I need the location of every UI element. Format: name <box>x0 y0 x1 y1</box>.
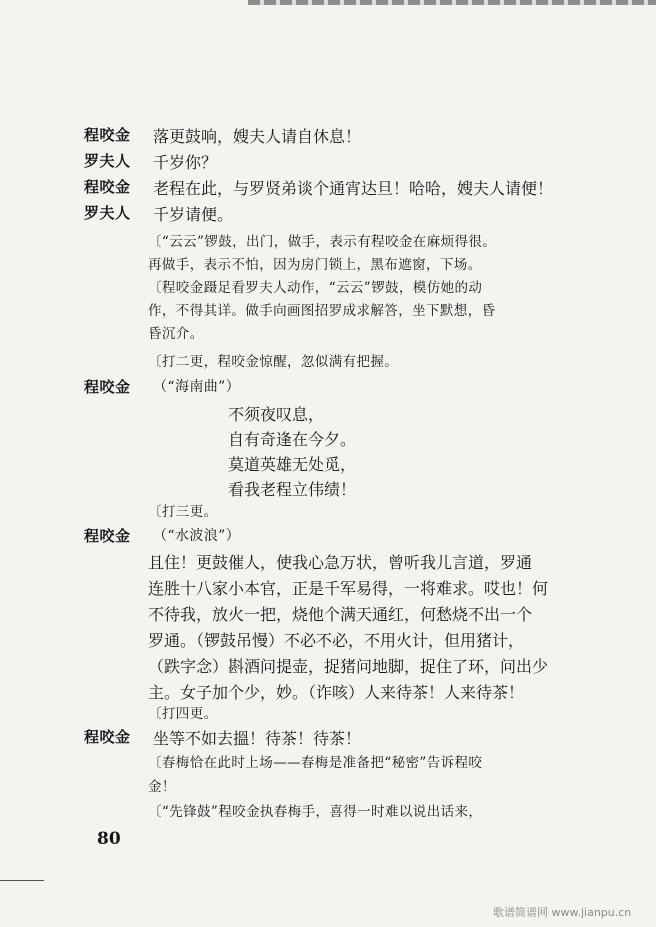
tune-name: （“水波浪”） <box>153 528 241 544</box>
speech-line: 罗通。（锣鼓吊慢）不必不必，不用火计，但用猪计， <box>148 631 525 650</box>
dialogue-text: 千岁请便。 <box>153 205 234 224</box>
stage-direction: 〔程咬金蹑足看罗夫人动作，“云云”锣鼓，模仿她的动 <box>148 280 483 296</box>
speaker-name: 罗夫人 <box>84 204 131 222</box>
tune-name: （“海南曲”） <box>153 379 241 395</box>
speaker-name: 程咬金 <box>84 378 131 396</box>
stage-direction: 〔春梅恰在此时上场——春梅是准备把“秘密”告诉程咬 <box>148 755 483 771</box>
stage-direction: 〔打二更，程咬金惊醒，忽似满有把握。 <box>148 354 399 370</box>
dialogue-text: 千岁你？ <box>153 153 218 172</box>
speaker-name: 程咬金 <box>84 126 131 144</box>
stage-direction: 〔“先锋鼓”程咬金执春梅手，喜得一时难以说出话来， <box>148 804 483 820</box>
speaker-name: 程咬金 <box>84 728 131 746</box>
dialogue-text: 老程在此，与罗贤弟谈个通宵达旦！哈哈，嫂夫人请便！ <box>153 179 554 198</box>
speech-line: 且住！更鼓催人，使我心急万状，曾听我儿言道，罗通 <box>148 553 533 572</box>
stage-direction: 〔打三更。 <box>148 504 218 520</box>
dialogue-text: 坐等不如去搵！待茶！待茶！ <box>153 729 362 748</box>
verse-line: 自有奇逢在今夕。 <box>228 430 357 449</box>
speech-line: 连胜十八家小本官，正是千军易得，一将难求。哎也！何 <box>148 579 549 598</box>
speaker-name: 程咬金 <box>84 527 131 545</box>
stage-direction: 〔“云云”锣鼓，出门，做手，表示有程咬金在麻烦得很。 <box>148 234 497 250</box>
speech-line: （跌字念）斟酒问提壶，捉猪问地脚，捉住了环，问出少 <box>148 657 549 676</box>
verse-line: 莫道英雄无处觅， <box>228 455 357 474</box>
site-watermark: 歌谱简谱网 www.jianpu.cn <box>493 906 632 919</box>
verse-line: 不须夜叹息， <box>228 405 325 424</box>
stage-direction: 昏沉介。 <box>148 326 204 342</box>
stage-direction: 再做手，表示不怕，因为房门锁上，黑布遮窗，下场。 <box>148 257 482 273</box>
stage-direction: 〔打四更。 <box>148 706 218 722</box>
stage-direction: 金！ <box>148 779 176 795</box>
speaker-name: 程咬金 <box>84 178 131 196</box>
verse-line: 看我老程立伟绩！ <box>228 480 357 499</box>
stage-direction: 作，不得其详。做手向画图招罗成求解答，坐下默想，昏 <box>148 303 496 319</box>
page-number: 80 <box>97 829 121 849</box>
speech-line: 主。女子加个少，妙。（诈咳）人来待茶！人来待茶！ <box>148 683 525 702</box>
speech-line: 不待我，放火一把，烧他个满天通红，何愁烧不出一个 <box>148 605 533 624</box>
speaker-name: 罗夫人 <box>84 152 131 170</box>
bottom-rule <box>0 880 44 881</box>
dialogue-text: 落更鼓响，嫂夫人请自休息！ <box>153 127 362 146</box>
